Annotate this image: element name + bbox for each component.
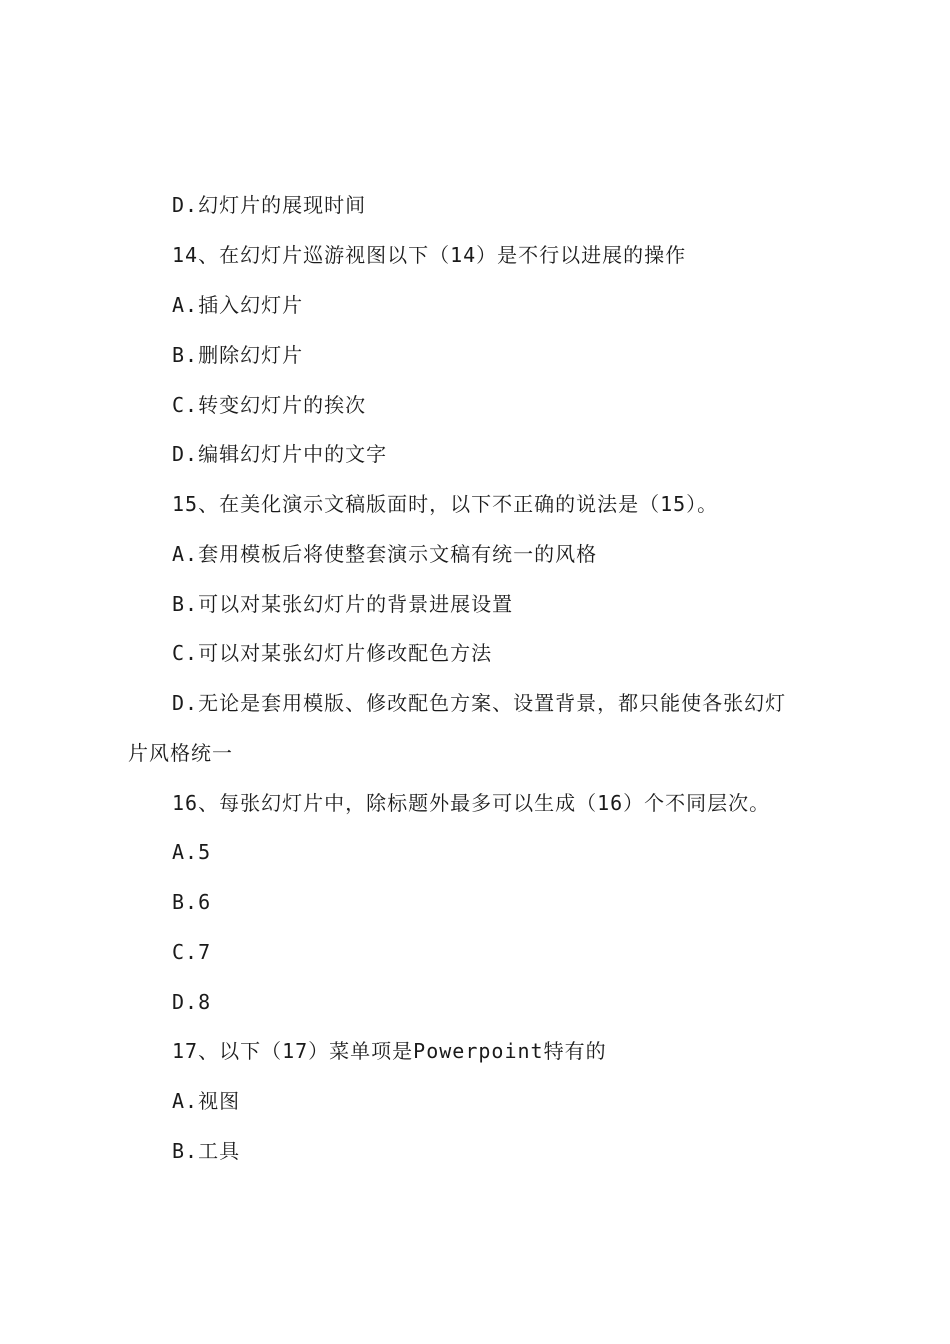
- option-14-d: D.编辑幻灯片中的文字: [172, 442, 388, 466]
- option-15-d-continued: 片风格统一: [128, 741, 233, 765]
- option-15-a: A.套用模板后将使整套演示文稿有统一的风格: [172, 542, 598, 566]
- question-15: 15、在美化演示文稿版面时，以下不正确的说法是（15）。: [172, 492, 719, 516]
- option-17-a: A.视图: [172, 1089, 241, 1113]
- question-17: 17、以下（17）菜单项是Powerpoint特有的: [172, 1039, 607, 1063]
- option-16-d: D.8: [172, 990, 212, 1014]
- option-15-b: B.可以对某张幻灯片的背景进展设置: [172, 592, 514, 616]
- option-16-a: A.5: [172, 840, 212, 864]
- option-14-a: A.插入幻灯片: [172, 293, 304, 317]
- option-14-c: C.转变幻灯片的挨次: [172, 393, 367, 417]
- option-15-c: C.可以对某张幻灯片修改配色方法: [172, 641, 493, 665]
- option-16-c: C.7: [172, 940, 212, 964]
- question-16: 16、每张幻灯片中，除标题外最多可以生成（16）个不同层次。: [172, 791, 771, 815]
- option-16-b: B.6: [172, 890, 212, 914]
- option-15-d: D.无论是套用模版、修改配色方案、设置背景，都只能使各张幻灯: [172, 691, 787, 715]
- option-14-b: B.删除幻灯片: [172, 343, 304, 367]
- question-14: 14、在幻灯片巡游视图以下（14）是不行以进展的操作: [172, 243, 687, 267]
- option-17-b: B.工具: [172, 1139, 241, 1163]
- option-13-d: D.幻灯片的展现时间: [172, 193, 367, 217]
